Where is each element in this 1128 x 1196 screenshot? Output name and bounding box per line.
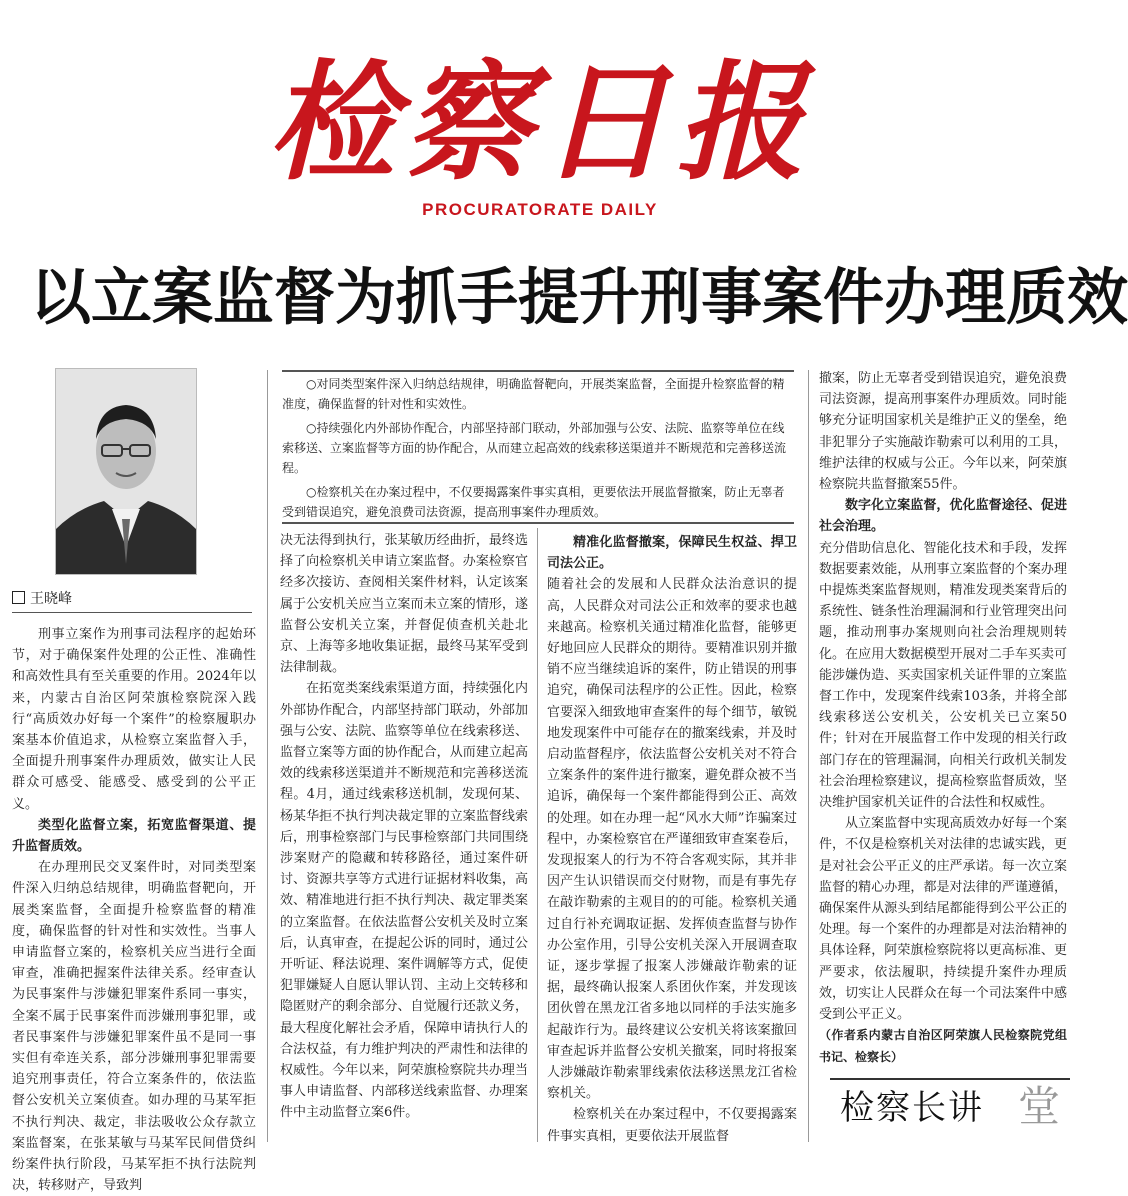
col1-subhead: 类型化监督立案，拓宽监督渠道、提升监督质效。 bbox=[12, 817, 256, 855]
article-headline: 以立案监督为抓手提升刑事案件办理质效 bbox=[30, 262, 1128, 333]
colrule-2 bbox=[537, 528, 538, 1142]
pullquote-1: ○对同类型案件深入归纳总结规律，明确监督靶向，开展类案监督，全面提升检察监督的精准度，确保监督的针对性和实效性。 bbox=[282, 377, 785, 411]
column-badge bbox=[830, 1078, 1070, 1136]
byline-box-icon bbox=[12, 591, 25, 604]
article-column-2 bbox=[280, 530, 528, 1142]
col4-para-3: 从立案监督中实现高质效办好每一个案件，不仅是检察机关对法律的忠诚实践，更是对社会公平正义的庄严承诺。每一次立案监督的精心办理，都是对法律的严谨遵循，确保案件从源头到结尾都能得到公平公正的处理。每一个案件的办理都是对法治精神的具体诠释，阿荣旗检察院将以更高标准、更严要求，依法履职，持续提升案件办理质效，切实让人民群众在每一个司法案件中感受到公平正义。 bbox=[819, 816, 1067, 1023]
author-credit: （作者系内蒙古自治区阿荣旗人民检察院党组书记、检察长） bbox=[819, 1028, 1067, 1064]
colrule-1 bbox=[267, 370, 268, 1142]
pullquote-box bbox=[282, 370, 794, 524]
masthead-title: 检察日报 bbox=[267, 48, 812, 198]
author-name: 王晓峰 bbox=[30, 591, 72, 607]
column-badge-text: 检察长讲 bbox=[840, 1088, 984, 1128]
pullquote-2: ○持续强化内外部协作配合，内部坚持部门联动，外部加强与公安、法院、监察等单位在线索移送、立案监督等方面的协作配合，从而建立起高效的线索移送渠道并不断规范和完善移送流程。 bbox=[282, 421, 787, 475]
col4-subhead: 数字化立案监督，优化监督途径、促进社会治理。 bbox=[819, 498, 1067, 535]
col1-para-2: 在办理刑民交叉案件时，对同类型案件深入归纳总结规律，明确监督靶向，开展类案监督，全面提升检察监督的精准度，确保监督的针对性和实效性。当事人申请监督立案的，检察机关应当进行全面审查，准确把握案件法律关系。经审查认为民事案件与涉嫌犯罪案件系同一事实，全案不属于民事案件而涉嫌刑事犯罪，或者民事案件与涉嫌犯罪案件虽不是同一事实但有牵连关系，部分涉嫌刑事犯罪需要追究刑事责任，符合立案条件的，依法监督公安机关立案侦查。如办理的马某军拒不执行判决、裁定，非法吸收公众存款立案监督案，在张某敏与马某军民间借贷纠纷案件执行阶段，马某军拒不执行法院判决，转移财产，导致判 bbox=[12, 860, 256, 1194]
column-badge-hall: 堂 bbox=[1017, 1082, 1060, 1131]
col4-para-1: 撤案，防止无辜者受到错误追究，避免浪费司法资源，提高刑事案件办理质效。同时能够充分证明国家机关是维护正义的堡垒，绝非犯罪分子实施敲诈勒索可以利用的工具，维护法律的权威与公正。今年以来，阿荣旗检察院共监督撤案55件。 bbox=[819, 371, 1067, 493]
author-byline bbox=[12, 586, 252, 613]
col1-para-1: 刑事立案作为刑事司法程序的起始环节，对于确保案件处理的公正性、准确性和高效性具有至关重要的作用。2024年以来，内蒙古自治区阿荣旗检察院深入践行“高质效办好每一个案件”的检察履职办案基本价值追求，从检察立案监督入手，全面提升刑事案件办理质效，做实让人民群众可感受、能感受、感受到的公平正义。 bbox=[12, 627, 256, 812]
col3-para-2: 检察机关在办案过程中，不仅要揭露案件事实真相，更要依法开展监督 bbox=[547, 1107, 797, 1144]
author-portrait-icon bbox=[56, 369, 196, 574]
col2-para-2: 在拓宽类案线索渠道方面，持续强化内外部协作配合，内部坚持部门联动，外部加强与公安、法院、监察等单位在线索移送、监督立案等方面的协作配合，从而建立起高效的线索移送渠道并不断规范和完善移送流程。4月，通过线索移送机制，发现何某、杨某华拒不执行判决裁定罪的立案监督线索后，刑事检察部门与民事检察部门共同围绕涉案财产的隐藏和转移路径，通过案件研讨、资源共享等方式进行证据材料收集，高效、精准地进行拒不执行判决、裁定罪类案的立案监督。在依法监督公安机关及时立案后，认真审查，在提起公诉的同时，通过公开听证、释法说理、案件调解等方式，促使犯罪嫌疑人自愿认罪认罚、主动上交转移和隐匿财产的剩余部分、自觉履行还款义务，最大程度化解社会矛盾，保障申请执行人的合法权益，有力维护判决的严肃性和法律的权威性。今年以来，阿荣旗检察院共办理当事人申请监督、内部移送线索监督、办理案件中主动监督立案6件。 bbox=[280, 681, 528, 1121]
article-column-4 bbox=[819, 368, 1067, 1071]
article-column-3 bbox=[547, 532, 797, 1144]
col3-para-1: 随着社会的发展和人民群众法治意识的提高，人民群众对司法公正和效率的要求也越来越高。检察机关通过精准化监督，能够更好地回应人民群众的期待。要精准识别并撤销不应当继续追诉的案件，防止错误的刑事追究，确保司法程序的公正性。因此，检察官要深入细致地审查案件的每个细节，敏锐地发现案件中可能存在的撤案线索，并及时启动监督程序，依法监督公安机关对不符合立案条件的案件进行撤案，避免群众被不当追诉，确保每一个案件都能得到公正、高效的处理。如在办理一起“风水大师”诈骗案过程中，办案检察官在严谨细致审查案卷后，发现报案人的行为不符合客观实际，其并非因产生认识错误而交付财物，而是有事先存在敲诈勒索的主观目的的可能。检察机关通过自行补充调取证据、发挥侦查监督与协作办公室作用，引导公安机关深入开展调查取证，逐步掌握了报案人涉嫌敲诈勒索的证据，最终确认报案人系团伙作案，并发现该团伙曾在黑龙江省多地以同样的手法实施多起敲诈行为。最终建议公安机关将该案撤回审查起诉并监督公安机关撤案，同时将报案人涉嫌敲诈勒索罪线索依法移送黑龙江省检察机关。 bbox=[547, 577, 797, 1102]
pullquote-3: ○检察机关在办案过程中，不仅要揭露案件事实真相，更要依法开展监督撤案，防止无辜者受到错误追究，避免浪费司法资源，提高刑事案件办理质效。 bbox=[282, 485, 785, 519]
masthead-subtitle: PROCURATORATE DAILY bbox=[422, 200, 658, 219]
author-photo bbox=[55, 368, 197, 575]
col3-subhead: 精准化监督撤案，保障民生权益、捍卫司法公正。 bbox=[547, 535, 797, 572]
article-column-1 bbox=[12, 624, 256, 1194]
col2-para-1: 决无法得到执行，张某敏历经曲折，最终选择了向检察机关申请立案监督。办案检察官经多次接访、查阅相关案件材料，认定该案属于公安机关应当立案而未立案的情形，遂监督公安机关立案，并督促侦查机关赴北京、上海等多地收集证据，最终马某军受到法律制裁。 bbox=[280, 533, 528, 676]
colrule-3 bbox=[808, 370, 809, 1142]
col4-para-2: 充分借助信息化、智能化技术和手段，发挥数据要素效能，从刑事立案监督的个案办理中提炼类案监督规则，精准发现类案背后的系统性、链条性治理漏洞和行业管理突出问题，推动刑事办案规则向社会治理规则转化。在应用大数据模型开展对二手车买卖可能涉嫌伪造、买卖国家机关证件罪的立案监督工作中，发现案件线索103条，并将全部线索移送公安机关，公安机关已立案50件；针对在开展监督工作中发现的相关行政部门存在的管理漏洞，向相关行政机关制发社会治理检察建议，提高检察监督质效，坚决维护国家机关证件的合法性和权威性。 bbox=[819, 540, 1067, 811]
